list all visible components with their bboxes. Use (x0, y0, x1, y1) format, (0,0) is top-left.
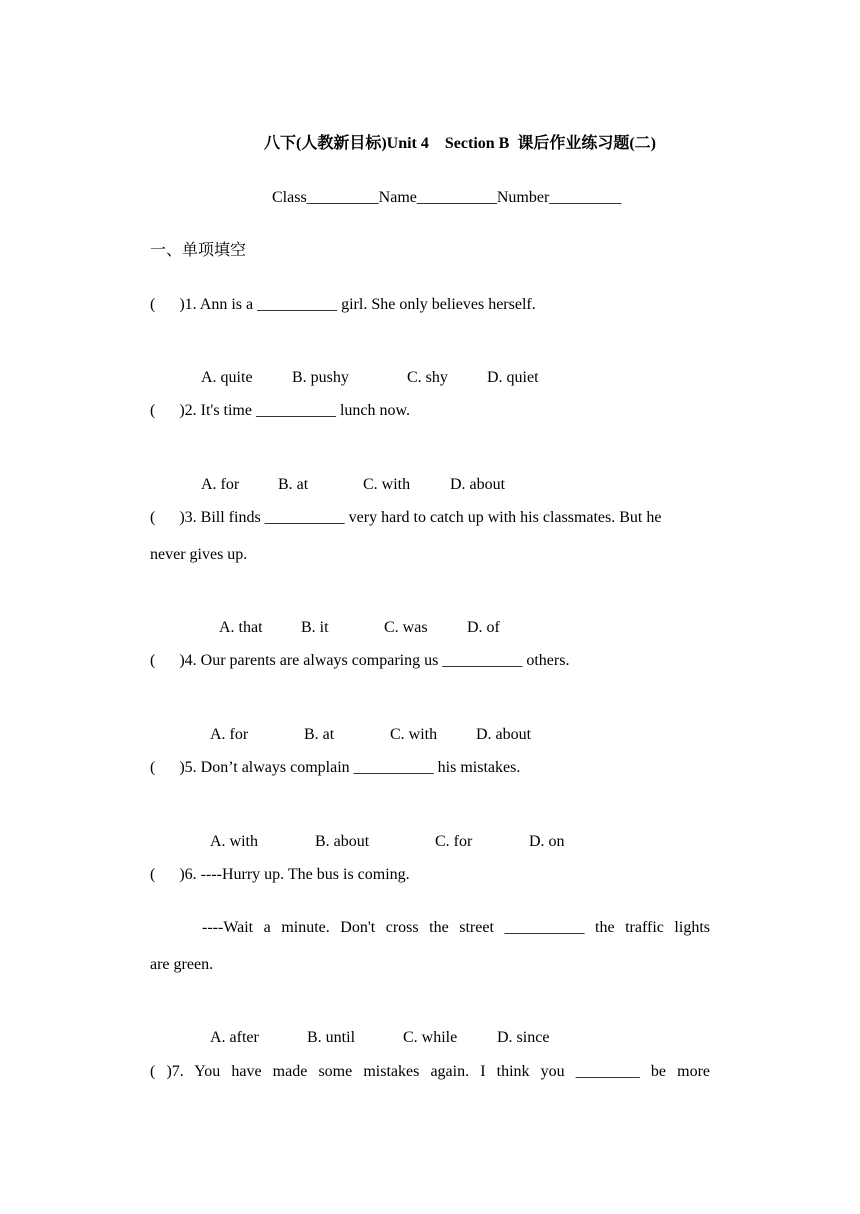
option-b: B. pushy (292, 369, 349, 386)
option-d: D. since (497, 1029, 550, 1046)
question-3-stem-continued: never gives up. (150, 546, 248, 563)
question-4-options (202, 705, 531, 745)
question-4-stem: ( )4. Our parents are always comparing us __________ others. (150, 652, 570, 669)
question-3-options (211, 598, 500, 638)
option-d: D. of (467, 619, 500, 636)
question-5-stem: ( )5. Don’t always complain __________ his mistakes. (150, 759, 521, 776)
student-info-line: Class_________Name__________Number_________ (272, 189, 622, 206)
option-a: A. that (219, 619, 263, 636)
option-d: D. about (476, 726, 532, 743)
question-2-stem: ( )2. It's time __________ lunch now. (150, 402, 411, 419)
option-a: A. quite (201, 369, 253, 386)
option-c: C. with (363, 476, 411, 493)
option-c: C. for (435, 833, 473, 850)
option-c: C. while (403, 1029, 458, 1046)
option-c: C. shy (407, 369, 448, 386)
option-c: C. was (384, 619, 428, 636)
option-b: B. it (301, 619, 329, 636)
option-a: A. after (210, 1029, 259, 1046)
section-heading: 一、单项填空 (150, 242, 247, 259)
option-a: A. for (201, 476, 240, 493)
question-6-stem: ( )6. ----Hurry up. The bus is coming. (150, 866, 410, 883)
option-b: B. at (304, 726, 335, 743)
option-b: B. about (315, 833, 370, 850)
option-d: D. about (450, 476, 506, 493)
question-6-reply: ----Wait a minute. Don't cross the street __________ the traffic lights (202, 919, 710, 936)
question-6-options (202, 1008, 549, 1048)
question-6-reply-continued: are green. (150, 956, 214, 973)
question-1-stem: ( )1. Ann is a __________ girl. She only believes herself. (150, 296, 536, 313)
question-5-options (202, 812, 565, 852)
question-3-stem: ( )3. Bill finds __________ very hard to catch up with his classmates. But he (150, 509, 662, 526)
option-d: D. quiet (487, 369, 539, 386)
question-1-options (193, 348, 539, 388)
question-7-stem: ( )7. You have made some mistakes again. I think you ________ be more (150, 1063, 710, 1080)
option-d: D. on (529, 833, 565, 850)
option-c: C. with (390, 726, 438, 743)
option-b: B. at (278, 476, 309, 493)
question-2-options (193, 455, 505, 495)
page-title: 八下(人教新目标)Unit 4 Section B 课后作业练习题(二) (264, 135, 656, 152)
option-b: B. until (307, 1029, 356, 1046)
option-a: A. for (210, 726, 249, 743)
option-a: A. with (210, 833, 258, 850)
